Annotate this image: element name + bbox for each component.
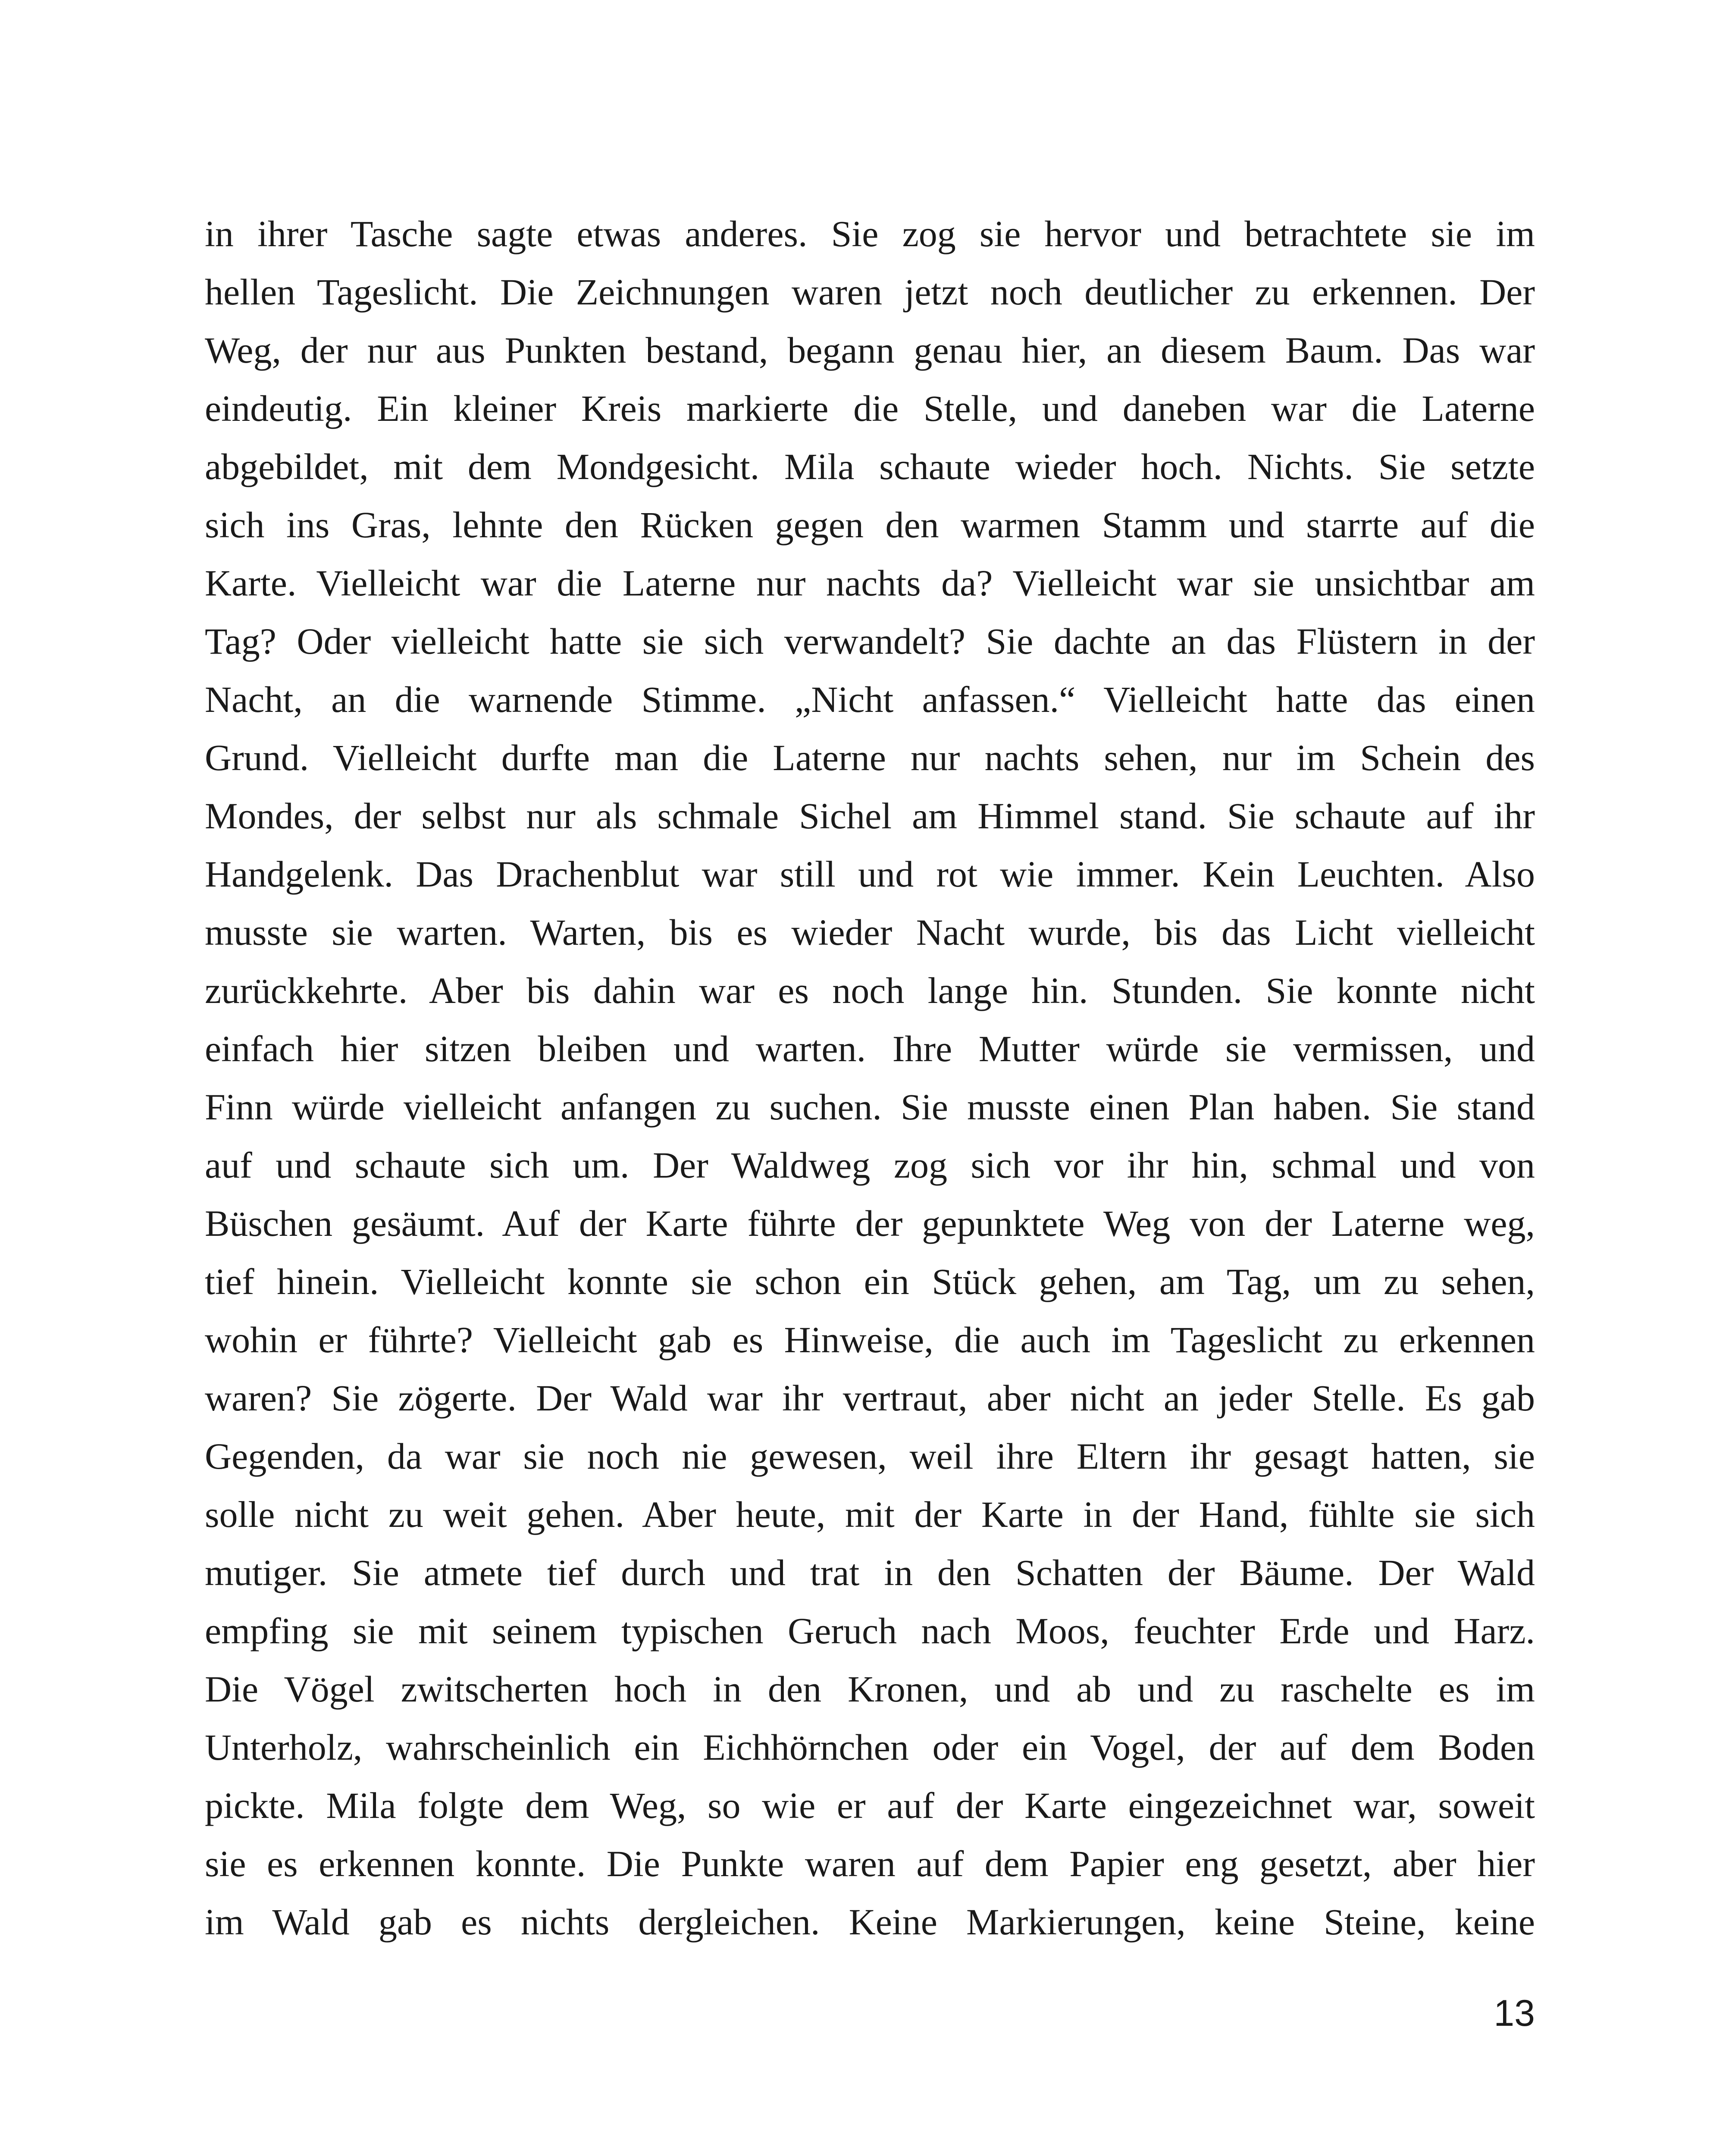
body-text [205,205,1535,1951]
text-line: sich ins Gras, lehnte den Rücken gegen den warmen Stamm und starrte auf die [205,504,1535,545]
text-line: abgebildet, mit dem Mondgesicht. Mila schaute wieder hoch. Nichts. Sie setzte [205,446,1535,487]
text-line: eindeutig. Ein kleiner Kreis markierte die Stelle, und daneben war die Laterne [205,388,1535,429]
text-line: Grund. Vielleicht durfte man die Laterne nur nachts sehen, nur im Schein des [205,737,1535,778]
text-line: wohin er führte? Vielleicht gab es Hinweise, die auch im Tageslicht zu erkennen [205,1319,1535,1360]
text-line: auf und schaute sich um. Der Waldweg zog sich vor ihr hin, schmal und von [205,1144,1535,1186]
text-line: Unterholz, wahrscheinlich ein Eichhörnchen oder ein Vogel, der auf dem Boden [205,1727,1535,1768]
text-line: Finn würde vielleicht anfangen zu suchen. Sie musste einen Plan haben. Sie stand [205,1086,1535,1128]
text-line: musste sie warten. Warten, bis es wieder Nacht wurde, bis das Licht vielleicht [205,912,1535,953]
text-line: mutiger. Sie atmete tief durch und trat in den Schatten der Bäume. Der Wald [205,1552,1535,1593]
text-line: Karte. Vielleicht war die Laterne nur nachts da? Vielleicht war sie unsichtbar am [205,562,1535,604]
text-line: Mondes, der selbst nur als schmale Sichel am Himmel stand. Sie schaute auf ihr [205,795,1535,837]
text-line: in ihrer Tasche sagte etwas anderes. Sie zog sie hervor und betrachtete sie im [205,213,1535,254]
text-line: einfach hier sitzen bleiben und warten. Ihre Mutter würde sie vermissen, und [205,1028,1535,1069]
page-number: 13 [1494,1993,1535,2034]
text-line: sie es erkennen konnte. Die Punkte waren auf dem Papier eng gesetzt, aber hier [205,1843,1535,1884]
text-line: waren? Sie zögerte. Der Wald war ihr vertraut, aber nicht an jeder Stelle. Es gab [205,1377,1535,1419]
text-line: hellen Tageslicht. Die Zeichnungen waren jetzt noch deutlicher zu erkennen. Der [205,271,1535,313]
text-line: Nacht, an die warnende Stimme. „Nicht anfassen.“ Vielleicht hatte das einen [205,679,1535,720]
text-line: empfing sie mit seinem typischen Geruch nach Moos, feuchter Erde und Harz. [205,1610,1535,1651]
text-line: Die Vögel zwitscherten hoch in den Kronen, und ab und zu raschelte es im [205,1668,1535,1710]
text-line: Gegenden, da war sie noch nie gewesen, weil ihre Eltern ihr gesagt hatten, sie [205,1435,1535,1477]
text-line: zurückkehrte. Aber bis dahin war es noch lange hin. Stunden. Sie konnte nicht [205,970,1535,1011]
text-line: pickte. Mila folgte dem Weg, so wie er auf der Karte eingezeichnet war, soweit [205,1785,1535,1826]
text-line: solle nicht zu weit gehen. Aber heute, mit der Karte in der Hand, fühlte sie sich [205,1494,1535,1535]
text-line: Handgelenk. Das Drachenblut war still und rot wie immer. Kein Leuchten. Also [205,853,1535,895]
text-line: im Wald gab es nichts dergleichen. Keine Markierungen, keine Steine, keine [205,1901,1535,1943]
text-line: tief hinein. Vielleicht konnte sie schon ein Stück gehen, am Tag, um zu sehen, [205,1261,1535,1302]
text-line: Weg, der nur aus Punkten bestand, begann genau hier, an diesem Baum. Das war [205,329,1535,371]
text-line: Tag? Oder vielleicht hatte sie sich verwandelt? Sie dachte an das Flüstern in der [205,620,1535,662]
text-line: Büschen gesäumt. Auf der Karte führte der gepunktete Weg von der Laterne weg, [205,1203,1535,1244]
